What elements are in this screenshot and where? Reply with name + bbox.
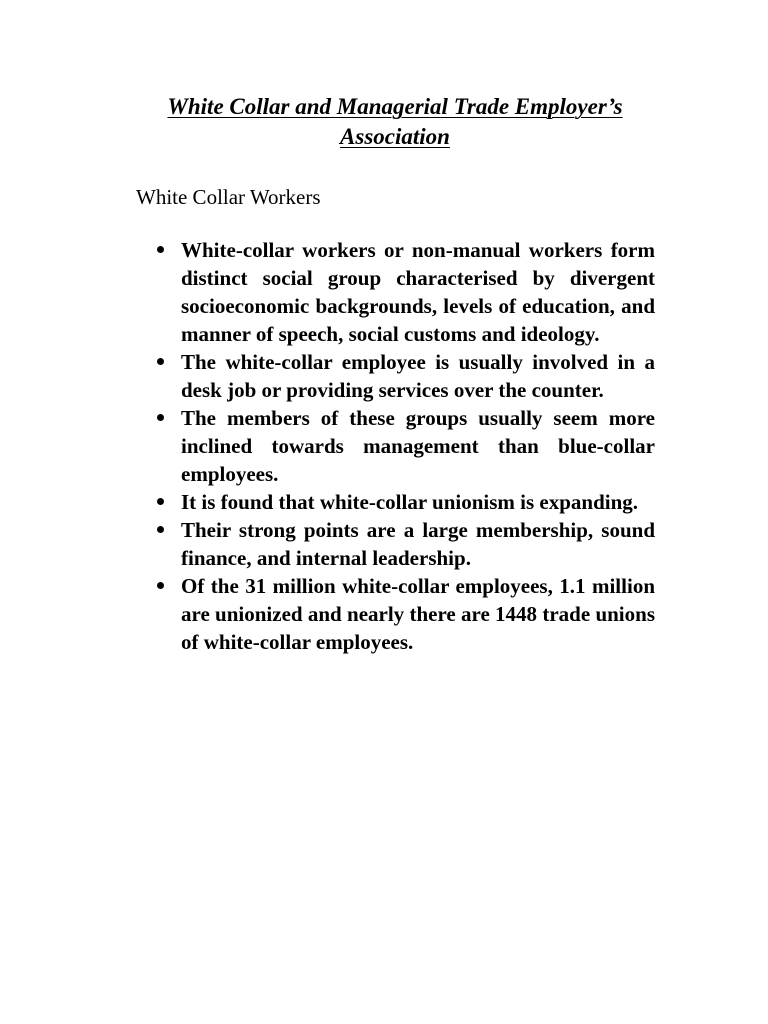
section-heading: White Collar Workers: [136, 185, 321, 209]
bullet-dot-icon: [157, 498, 164, 505]
bullet-text: Their strong points are a large membership, sound finance, and internal leadership.: [181, 518, 655, 570]
document-title: [100, 92, 690, 152]
bullet-dot-icon: [157, 246, 164, 253]
bullet-item: [136, 488, 655, 516]
bullet-item: [136, 404, 655, 488]
title-line-1: White Collar and Managerial Trade Employer’s: [167, 94, 623, 119]
title-line-2: Association: [340, 124, 450, 149]
bullet-list: [136, 236, 655, 656]
bullet-item: [136, 516, 655, 572]
bullet-dot-icon: [157, 358, 164, 365]
bullet-dot-icon: [157, 582, 164, 589]
bullet-dot-icon: [157, 414, 164, 421]
bullet-item: [136, 572, 655, 656]
bullet-text: Of the 31 million white-collar employees, 1.1 million are unionized and nearly there are 1448 trade unions of white-collar employees.: [181, 574, 655, 654]
bullet-text: The white-collar employee is usually involved in a desk job or providing services over the counter.: [181, 350, 655, 402]
bullet-text: White-collar workers or non-manual workers form distinct social group characterised by divergent socioeconomic backgrounds, levels of education, and manner of speech, social customs and ideology.: [181, 238, 655, 346]
bullet-item: [136, 348, 655, 404]
bullet-text: It is found that white-collar unionism is expanding.: [181, 490, 639, 514]
bullet-text: The members of these groups usually seem more inclined towards management than blue-collar employees.: [181, 406, 655, 486]
bullet-item: [136, 236, 655, 348]
bullet-dot-icon: [157, 526, 164, 533]
